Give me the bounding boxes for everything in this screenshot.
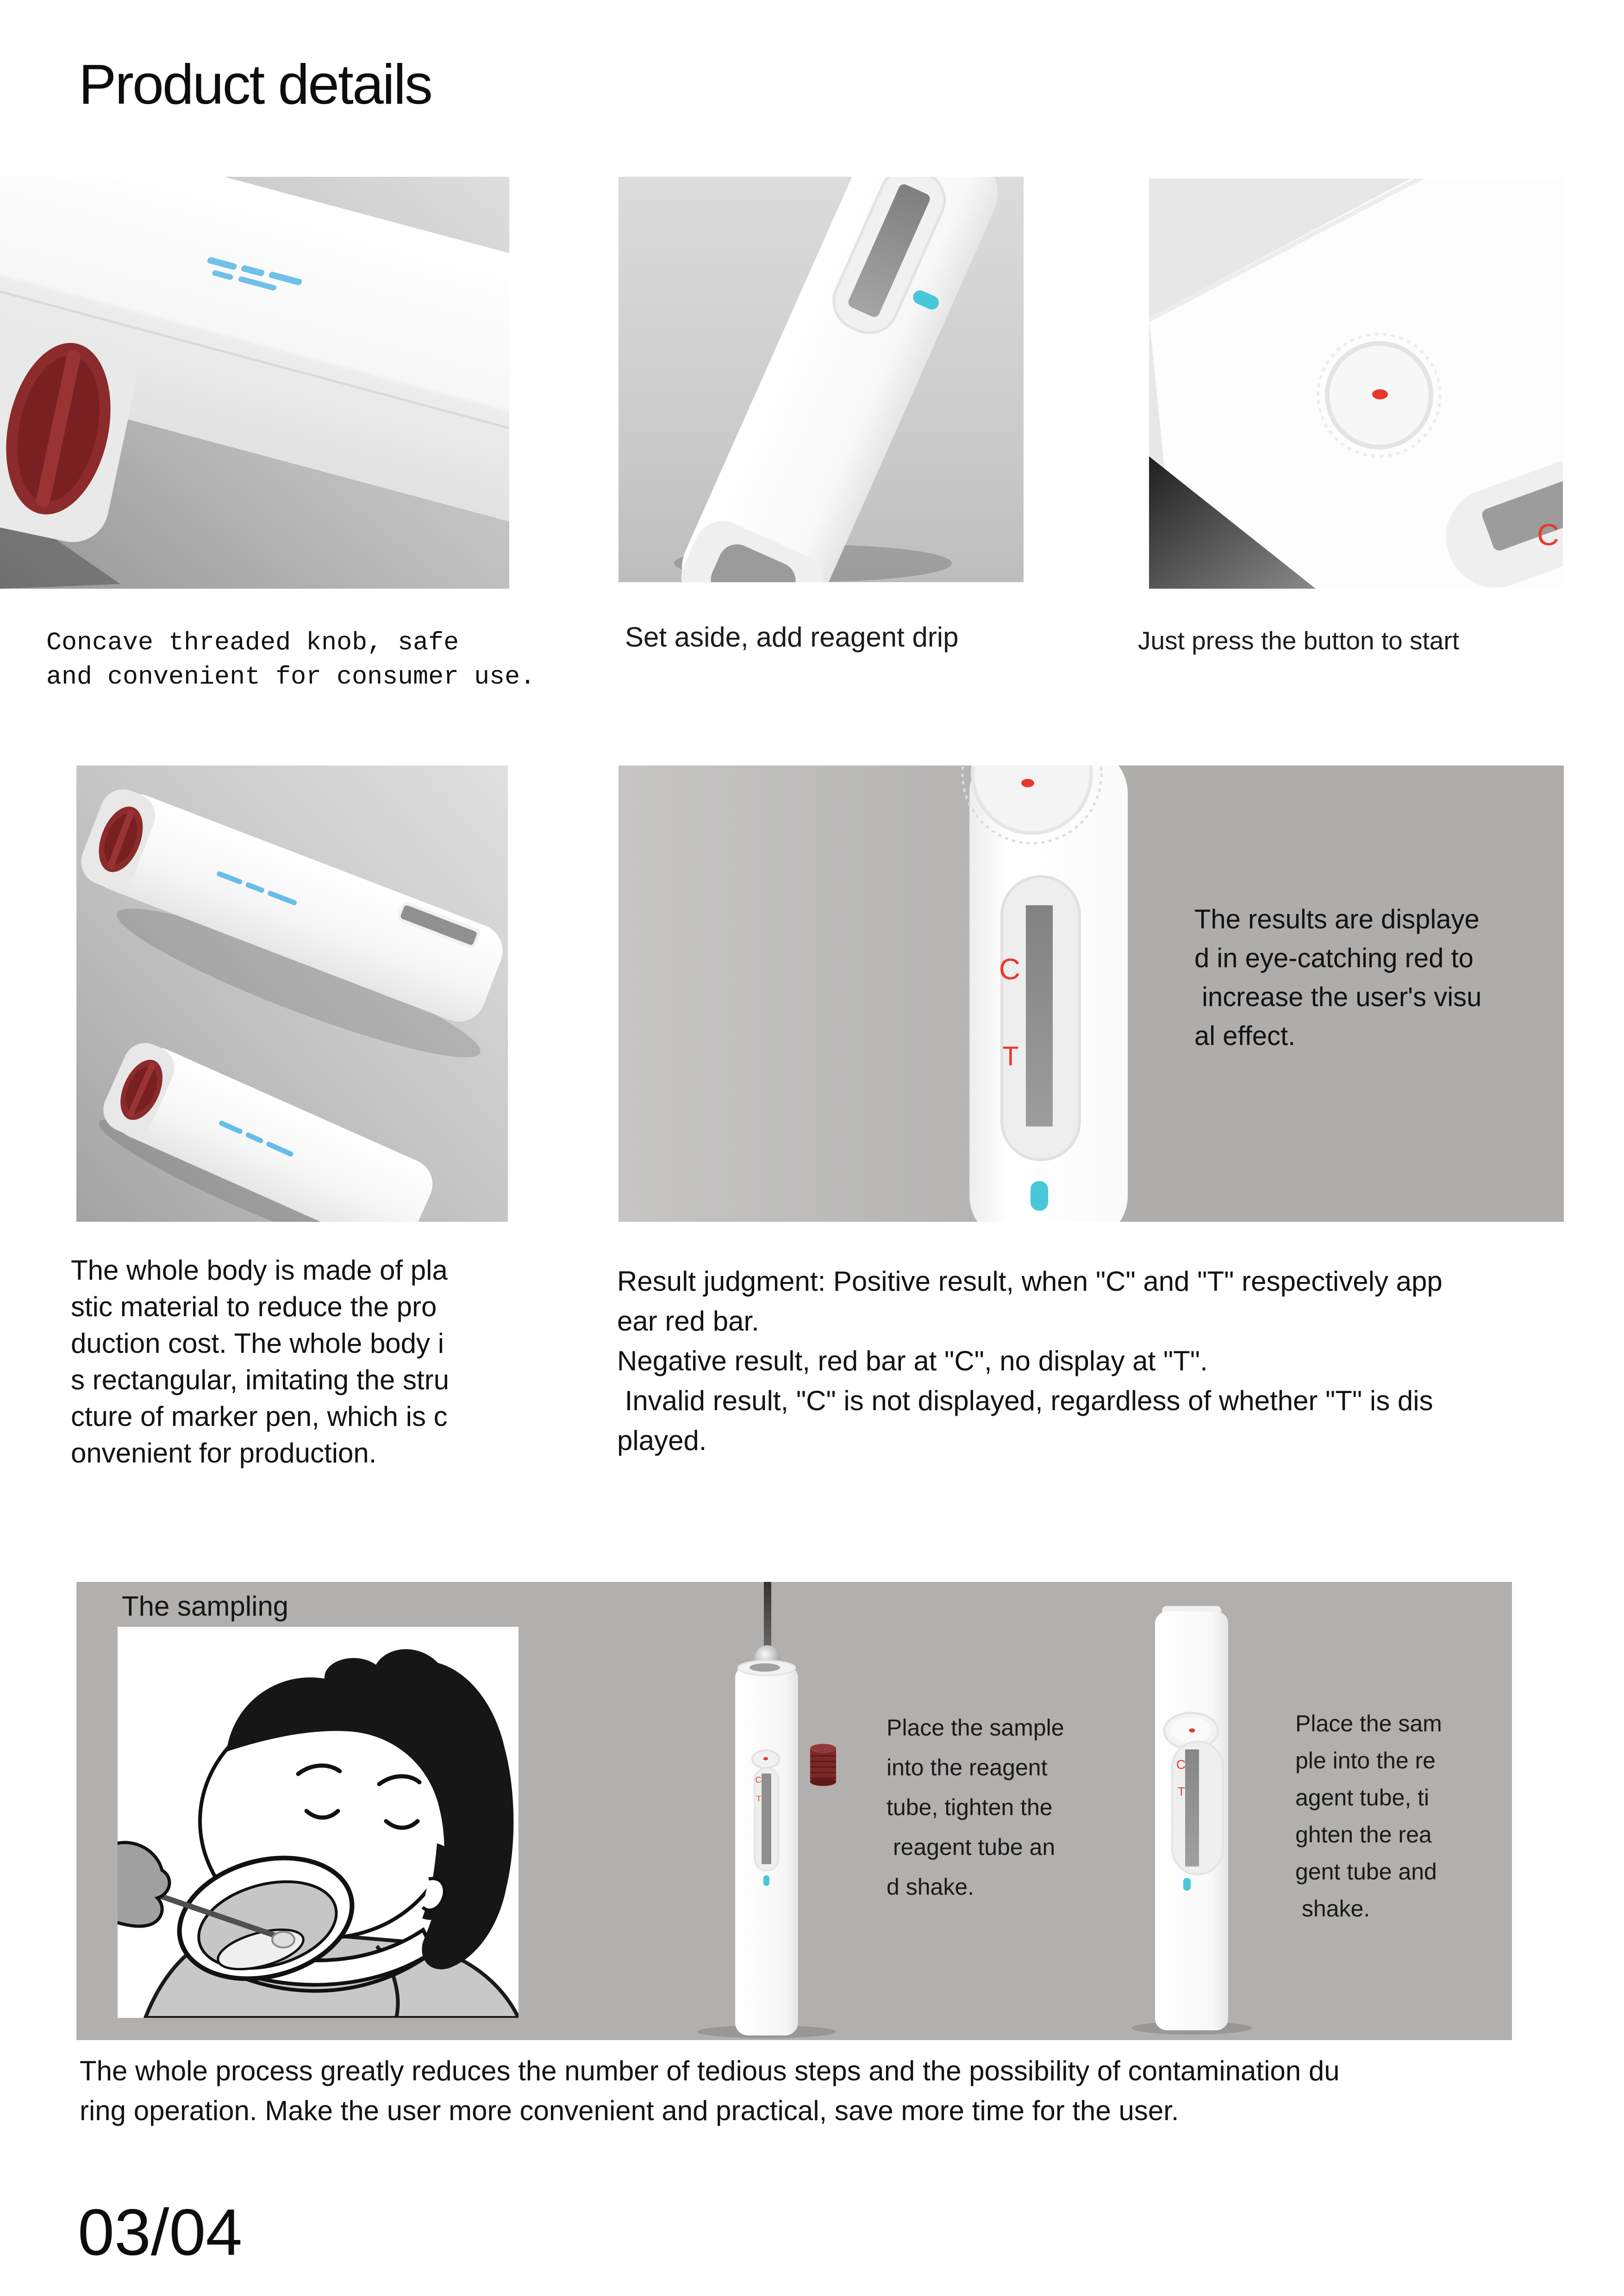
- caption-reagent: Set aside, add reagent drip: [625, 622, 959, 653]
- result-judgment-paragraph: Result judgment: Positive result, when "C" and "T" respectively app ear red bar. Negative result, red bar at "C", no display at "T". Invalid result, "C" is not displayed, regardless of whether "T" is dis played.: [617, 1266, 1443, 1456]
- threaded-cap: [810, 1744, 836, 1786]
- reagent-tube-device: [735, 1661, 798, 2035]
- t-label: T: [756, 1794, 762, 1803]
- photo-reagent-device: [618, 177, 1024, 582]
- results-note: The results are displaye d in eye-catching red to increase the user's visu al effect.: [1194, 904, 1482, 1051]
- button-red-dot: [1372, 389, 1388, 399]
- footer-paragraph: The whole process greatly reduces the number of tedious steps and the possibility of contamination du ring operation. Make the user more convenient and practical, save more time for the user.: [80, 2055, 1340, 2126]
- tube-opening: [750, 1663, 780, 1672]
- photo-knob-device: [0, 177, 509, 589]
- reagent-device-render: [618, 177, 1024, 582]
- sampling-note-1: Place the sample into the reagent tube, tighten the reagent tube an d shake.: [887, 1715, 1064, 1900]
- swab-tip: [272, 1932, 294, 1948]
- closeup-device-render: [618, 765, 1128, 1222]
- two-devices-render: [76, 765, 508, 1222]
- knob-device-render: [0, 177, 509, 589]
- cyan-indicator: [763, 1875, 769, 1886]
- t-label: T: [1002, 1041, 1019, 1071]
- t-label: T: [1178, 1785, 1185, 1798]
- button-red-dot: [763, 1757, 768, 1761]
- sampling-note-2: Place the sam ple into the re agent tube, ti ghten the rea gent tube and shake.: [1295, 1711, 1442, 1922]
- c-label: C: [755, 1775, 762, 1785]
- page-title: Product details: [79, 53, 431, 116]
- button-red-dot: [1021, 779, 1034, 787]
- cyan-indicator: [1183, 1878, 1191, 1891]
- result-window-slot: [1026, 905, 1053, 1126]
- c-label: C: [1537, 517, 1559, 552]
- c-label: C: [999, 952, 1021, 986]
- assembled-device: [1155, 1606, 1228, 2030]
- body-paragraph-left: The whole body is made of pla stic material to reduce the pro duction cost. The whole body i s rectangular, imitating the stru cture of marker pen, which is c onvenient for production.: [71, 1255, 450, 1468]
- page-number: 03/04: [78, 2196, 243, 2269]
- caption-button: Just press the button to start: [1138, 626, 1459, 655]
- photo-two-devices: [76, 765, 508, 1222]
- result-window-slot: [1185, 1749, 1199, 1867]
- mouth-swab-cartoon: [118, 1627, 518, 2018]
- cyan-indicator: [1031, 1181, 1048, 1211]
- sampling-cartoon: [118, 1627, 518, 2018]
- reagent-tube-step2-render: [1130, 1587, 1324, 2040]
- caption-knob: Concave threaded knob, safe and convenient for consumer use.: [46, 628, 536, 691]
- button-device-render: [1149, 179, 1563, 589]
- sampling-title: The sampling: [122, 1591, 289, 1622]
- button-red-dot: [1189, 1729, 1195, 1733]
- c-label: C: [1176, 1757, 1186, 1772]
- photo-button-device: [1149, 179, 1563, 589]
- result-window-slot: [762, 1773, 771, 1864]
